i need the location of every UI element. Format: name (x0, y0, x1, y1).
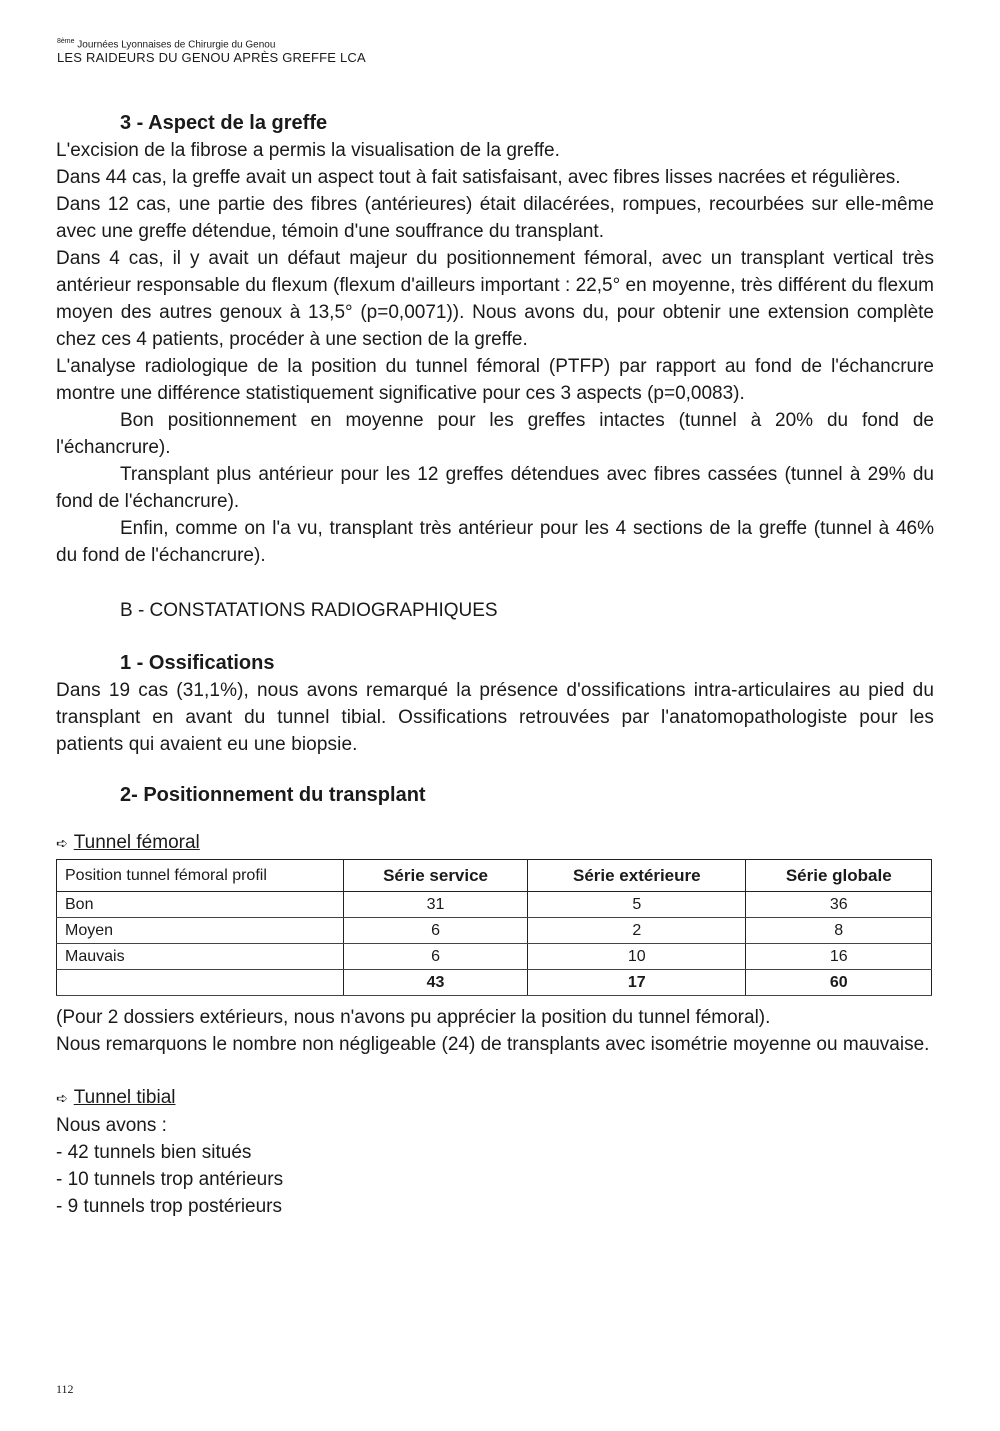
table-cell: Bon (57, 892, 344, 918)
header-conference-name: Journées Lyonnaises de Chirurgie du Genou (77, 39, 276, 51)
paragraph: Dans 12 cas, une partie des fibres (antérieures) était dilacérées, rompues, recourbées sur elle-même avec une greffe détendue, témoin d'une souffrance du transplant. (56, 194, 934, 242)
table-cell: 16 (746, 944, 932, 970)
table-total-cell: 43 (344, 970, 528, 996)
femoral-note: (Pour 2 dossiers extérieurs, nous n'avons pu apprécier la position du tunnel fémoral). (56, 1007, 771, 1028)
table-cell: 6 (344, 918, 528, 944)
table-row (57, 918, 932, 944)
positionnement-title: 2- Positionnement du transplant (120, 784, 426, 806)
femoral-tunnel-label: Tunnel fémoral (73, 832, 200, 853)
femoral-tunnel-heading (56, 829, 934, 857)
table-cell: 5 (528, 892, 746, 918)
tibial-intro: Nous avons : (56, 1115, 167, 1136)
tibial-tunnel-heading (56, 1084, 934, 1112)
paragraph: L'analyse radiologique de la position du tunnel fémoral (PTFP) par rapport au fond de l'échancrure montre une différence statistiquement significative pour ces 3 aspects (p=0,0083). (56, 356, 934, 404)
main-content (56, 110, 934, 1220)
running-header (57, 38, 366, 66)
table-cell: 10 (528, 944, 746, 970)
section-b-title: B - CONSTATATIONS RADIOGRAPHIQUES (120, 600, 498, 621)
table-header-row (57, 860, 932, 892)
femoral-note: Nous remarquons le nombre non négligeable (24) de transplants avec isométrie moyenne ou mauvaise. (56, 1034, 930, 1055)
table-total-row (57, 970, 932, 996)
paragraph: Dans 44 cas, la greffe avait un aspect tout à fait satisfaisant, avec fibres lisses nacrées et régulières. (56, 167, 901, 188)
list-item: - 42 tunnels bien situés (56, 1142, 252, 1163)
indented-paragraph: Transplant plus antérieur pour les 12 greffes détendues avec fibres cassées (tunnel à 29% du fond de l'échancrure). (56, 464, 934, 512)
list-item: - 10 tunnels trop antérieurs (56, 1169, 284, 1190)
paragraph: Dans 4 cas, il y avait un défaut majeur du positionnement fémoral, avec un transplant vertical très antérieur responsable du flexum (flexum d'ailleurs important : 22,5° en moyenne, très différent du flexum moyen des autres genoux à 13,5° (p=0,0071)). Nous avons du, pour obtenir une extension complète chez ces 4 patients, procéder à une section de la greffe. (56, 248, 934, 350)
paragraph: L'excision de la fibrose a permis la visualisation de la greffe. (56, 140, 560, 161)
femoral-tunnel-table (56, 859, 932, 996)
table-cell: 2 (528, 918, 746, 944)
table-cell: 6 (344, 944, 528, 970)
section-3-title: 3 - Aspect de la greffe (120, 112, 328, 134)
table-header-cell: Série extérieure (528, 860, 746, 892)
table-cell: Moyen (57, 918, 344, 944)
indented-paragraph: Bon positionnement en moyenne pour les greffes intactes (tunnel à 20% du fond de l'échancrure). (56, 410, 934, 458)
tibial-tunnel-label: Tunnel tibial (73, 1087, 176, 1108)
tibial-list (56, 1112, 934, 1220)
table-row (57, 944, 932, 970)
table-total-cell: 17 (528, 970, 746, 996)
table-header-cell: Série globale (746, 860, 932, 892)
table-header-cell: Série service (344, 860, 528, 892)
arrow-icon: ➪ (56, 1090, 68, 1106)
table-cell (57, 970, 344, 996)
indented-paragraph: Enfin, comme on l'a vu, transplant très antérieur pour les 4 sections de la greffe (tunnel à 46% du fond de l'échancrure). (56, 518, 934, 566)
header-conference (57, 38, 366, 51)
arrow-icon: ➪ (56, 835, 68, 851)
ossifications-text: Dans 19 cas (31,1%), nous avons remarqué la présence d'ossifications intra-articulaires au pied du transplant en avant du tunnel tibial. Ossifications retrouvées par l'anatomopathologiste pour les patients qui avaient eu une biopsie. (56, 680, 934, 755)
table-cell: Mauvais (57, 944, 344, 970)
table-cell: 36 (746, 892, 932, 918)
header-title: LES RAIDEURS DU GENOU APRÈS GREFFE LCA (57, 49, 366, 65)
table-total-cell: 60 (746, 970, 932, 996)
page-number: 112 (56, 1382, 74, 1396)
ossifications-title: 1 - Ossifications (120, 652, 275, 674)
header-edition: 8ème (57, 38, 75, 45)
list-item: - 9 tunnels trop postérieurs (56, 1196, 283, 1217)
table-header-cell: Position tunnel fémoral profil (57, 860, 344, 892)
table-cell: 31 (344, 892, 528, 918)
table-row (57, 892, 932, 918)
table-cell: 8 (746, 918, 932, 944)
